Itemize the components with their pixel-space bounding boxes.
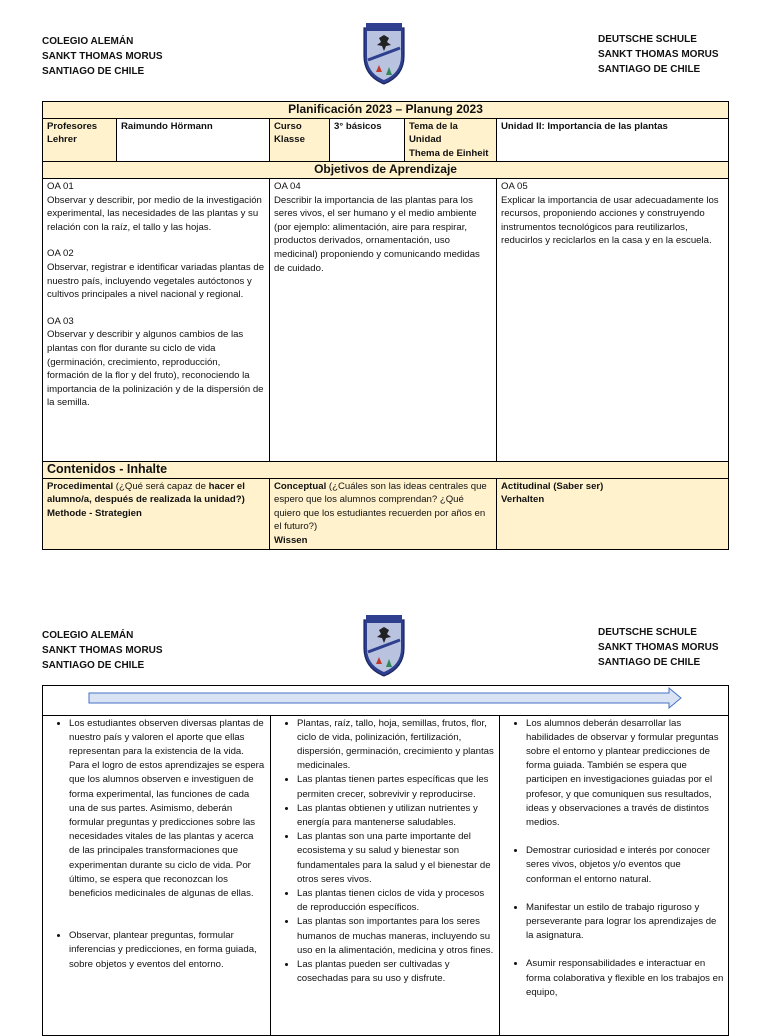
oa-column-2 <box>270 178 497 461</box>
plan-title: Planificación 2023 – Planung 2023 <box>43 102 729 119</box>
procedimental-question-bold: hacer el alumno/a, después de realizada la unidad?) <box>47 480 245 506</box>
objetivos-title: Objetivos de Aprendizaje <box>43 162 729 179</box>
list-item: • Los alumnos deberán desarrollar las habilidades de observar y formular preguntas sobre el entorno y plantear predicciones de forma guiada. También se espera que participen en investigaciones guiadas por el profesor, y que comuniquen sus resultados, ideas y observaciones a través de distintos medios. <box>526 717 724 831</box>
conceptual-question: (¿Cuáles son las ideas centrales que espero que los alumnos comprendan? ¿Qué quiero que los estudiantes recuerden por años en el futuro?) <box>274 480 487 533</box>
list-item: • Las plantas tienen partes específicas que les permiten crecer, sobrevivir y reproducirse. <box>297 773 495 801</box>
school-header-right-page2 <box>598 625 719 670</box>
header-line: COLEGIO ALEMÁN <box>42 36 134 47</box>
conceptual-content <box>271 715 500 1035</box>
actitudinal-content <box>500 715 729 1035</box>
header-line: SANKT THOMAS MORUS <box>42 645 163 656</box>
arrow-banner-cell <box>43 686 729 716</box>
oa-code: OA 01 <box>47 180 74 192</box>
oa-text: Observar y describir y algunos cambios de las plantas con flor durante su ciclo de vida (germinación, crecimiento, reproducción, formación de la flor y del fruto), reconociendo la importancia de la polinización y de la dispersión de la semilla. <box>47 329 264 409</box>
oa-01 <box>47 180 265 234</box>
list-item: • Las plantas son una parte importante del ecosistema y su salud y bienestar son fundamentales para la salud y el bienestar de otros seres vivos. <box>297 830 495 887</box>
profesor-name: Raimundo Hörmann <box>117 118 270 162</box>
procedimental-label: Procedimental <box>47 480 114 492</box>
actitudinal-label: Actitudinal (Saber ser) <box>501 480 604 492</box>
list-item: • Las plantas son importantes para los seres humanos de muchas maneras, incluyendo su uso en la alimentación, medicina y otros fines. <box>297 915 495 958</box>
contents-table <box>42 685 729 1036</box>
tema-value: Unidad II: Importancia de las plantas <box>497 118 729 162</box>
list-item: • Demostrar curiosidad e interés por conocer seres vivos, objetos y/o eventos que conforman el entorno natural. <box>526 844 724 887</box>
oa-column-1 <box>43 178 270 461</box>
oa-code: OA 04 <box>274 180 301 192</box>
oa-03 <box>47 315 265 410</box>
list-item: • Las plantas pueden ser cultivadas y cosechadas para su uso y disfrute. <box>297 958 495 986</box>
school-header-right <box>598 32 719 77</box>
oa-02 <box>47 247 265 301</box>
procedimental-question: (¿Qué será capaz de <box>115 480 209 492</box>
oa-column-3 <box>497 178 729 461</box>
list-item: • Manifestar un estilo de trabajo riguroso y perseverante para lograr los aprendizajes de la asignatura. <box>526 901 724 944</box>
header-line: SANTIAGO DE CHILE <box>598 64 701 75</box>
curso-label: Curso Klasse <box>270 118 330 162</box>
tema-label: Tema de la Unidad Thema de Einheit <box>405 118 497 162</box>
oa-text: Observar y describir, por medio de la investigación experimental, las necesidades de las plantas y su relación con la raíz, el tallo y las hojas. <box>47 194 262 233</box>
header-line: COLEGIO ALEMÁN <box>42 630 134 641</box>
planning-table <box>42 101 729 550</box>
oa-code: OA 03 <box>47 315 74 327</box>
contenidos-title: Contenidos - Inhalte <box>43 461 729 478</box>
header-line: SANTIAGO DE CHILE <box>598 657 701 668</box>
header-line: DEUTSCHE SCHULE <box>598 34 697 45</box>
list-item: • Los estudiantes observen diversas plantas de nuestro país y valoren el aporte que ellas representan para la existencia de la vida. Para el logro de estos aprendizajes se espera que los alumnos observen e investiguen de forma experimental, las funciones de cada una de sus partes. Asimismo, deberán formular preguntas y predicciones sobre las necesidades vitales de las plantas y acerca de las principales transformaciones que experimentan durante su ciclo de vida. Por último, se espera que reconozcan los beneficios medicinales de algunas de ellas. <box>69 717 266 902</box>
oa-code: OA 05 <box>501 180 528 192</box>
oa-text: Explicar la importancia de usar adecuadamente los recursos, proponiendo acciones y construyendo instrumentos tecnológicos para reutilizarlos, reducirlos y reciclarlos en la casa y en la escuela. <box>501 194 719 247</box>
oa-text: Describir la importancia de las plantas para los seres vivos, el ser humano y el medio ambiente (por ejemplo: alimentación, aire para respirar, productos derivados, ornamentación, uso medicinal) proponiendo y comunicando medidas de cuidado. <box>274 194 480 274</box>
school-crest-logo <box>360 612 408 678</box>
list-item: • Asumir responsabilidades e interactuar en forma colaborativa y flexible en los trabajos en equipo, <box>526 957 724 1000</box>
list-item: • Las plantas tienen ciclos de vida y procesos de reproducción específicos. <box>297 887 495 915</box>
school-header-left <box>42 34 163 79</box>
conceptual-label: Conceptual <box>274 480 327 492</box>
conceptual-cell <box>270 478 497 549</box>
list-item: • Observar, plantear preguntas, formular inferencias y predicciones, en forma guiada, sobre objetos y eventos del entorno. <box>69 929 266 972</box>
list-item: • Las plantas obtienen y utilizan nutrientes y energía para mantenerse saludables. <box>297 802 495 830</box>
conceptual-german: Wissen <box>274 534 308 546</box>
school-header-left-page2 <box>42 628 163 673</box>
school-crest-logo <box>360 20 408 86</box>
header-line: SANTIAGO DE CHILE <box>42 66 145 77</box>
right-arrow-shape <box>47 687 731 709</box>
header-line: SANKT THOMAS MORUS <box>598 642 719 653</box>
profesores-label: Profesores Lehrer <box>43 118 117 162</box>
oa-text: Observar, registrar e identificar variadas plantas de nuestro país, incluyendo vegetales autóctonos y cultivos principales a nivel nacional y regional. <box>47 261 265 301</box>
header-line: DEUTSCHE SCHULE <box>598 627 697 638</box>
header-line: SANKT THOMAS MORUS <box>42 51 163 62</box>
header-line: SANTIAGO DE CHILE <box>42 660 145 671</box>
procedimental-content <box>43 715 271 1035</box>
procedimental-cell <box>43 478 270 549</box>
list-item: • Plantas, raíz, tallo, hoja, semillas, frutos, flor, ciclo de vida, polinización, fertilización, dispersión, germinación, crecimiento y plantas medicinales. <box>297 717 495 774</box>
curso-value: 3° básicos <box>330 118 405 162</box>
header-line: SANKT THOMAS MORUS <box>598 49 719 60</box>
oa-code: OA 02 <box>47 248 74 260</box>
actitudinal-german: Verhalten <box>501 494 545 506</box>
actitudinal-cell <box>497 478 729 549</box>
procedimental-german: Methode - Strategien <box>47 507 142 519</box>
